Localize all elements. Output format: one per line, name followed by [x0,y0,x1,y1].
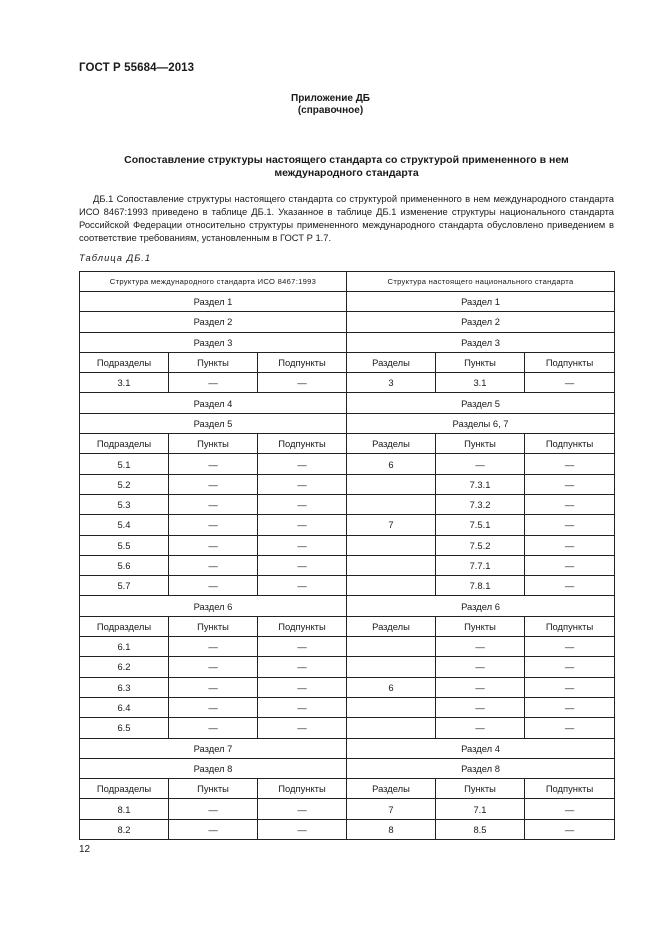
table-cell: — [258,697,347,717]
section-cell-left: Раздел 7 [80,738,347,758]
table-cell: — [436,454,525,474]
table-cell: Пункты [436,434,525,454]
table-cell: — [525,637,615,657]
table-cell: — [169,373,258,393]
table-cell: 7.5.2 [436,535,525,555]
table-cell: 8.2 [80,819,169,839]
table-row [80,555,615,575]
section-cell-left: Раздел 4 [80,393,347,413]
table-cell: — [258,535,347,555]
table-row [80,637,615,657]
table-cell: — [258,555,347,575]
table-cell: 3 [347,373,436,393]
table-cell: Подразделы [80,352,169,372]
table-cell: — [258,657,347,677]
section-title-line-2: международного стандарта [274,167,419,179]
table-cell: 5.6 [80,555,169,575]
table-row [80,576,615,596]
table-header-row [80,272,615,292]
table-cell: — [169,819,258,839]
section-cell-right: Раздел 4 [347,738,615,758]
table-cell: 6.4 [80,697,169,717]
table-cell: — [258,799,347,819]
section-cell-left: Раздел 8 [80,758,347,778]
table-cell: 6.5 [80,718,169,738]
table-cell: Подпункты [258,616,347,636]
table-cell: 6.1 [80,637,169,657]
table-row [80,352,615,372]
appendix-title: Приложение ДБ [291,93,370,104]
table-cell: 5.1 [80,454,169,474]
table-cell: 7.7.1 [436,555,525,575]
appendix-subtitle: (справочное) [297,105,364,116]
document-code: ГОСТ Р 55684—2013 [79,62,195,74]
table-cell: — [258,677,347,697]
table-cell: — [169,454,258,474]
table-section-row [80,332,615,352]
table-row [80,494,615,514]
table-section-row [80,292,615,312]
table-cell: Разделы [347,779,436,799]
table-cell: Разделы [347,434,436,454]
table-cell: — [169,576,258,596]
table-section-row [80,312,615,332]
section-cell-right: Раздел 2 [347,312,615,332]
table-cell: Пункты [436,352,525,372]
table-cell: Подпункты [525,434,615,454]
table-cell: Подразделы [80,434,169,454]
table-cell: — [169,535,258,555]
table-cell [347,657,436,677]
table-cell: Пункты [169,616,258,636]
table-cell: — [258,373,347,393]
table-cell: 5.5 [80,535,169,555]
table-cell: — [525,454,615,474]
table-cell: 7.3.1 [436,474,525,494]
table-row [80,779,615,799]
table-cell: — [525,576,615,596]
table-cell: — [436,677,525,697]
table-row [80,799,615,819]
table-cell: — [169,637,258,657]
table-cell [347,474,436,494]
section-cell-left: Раздел 2 [80,312,347,332]
table-cell: Разделы [347,352,436,372]
table-cell: 3.1 [80,373,169,393]
table-row [80,373,615,393]
table-cell [347,535,436,555]
section-title-line-1: Сопоставление структуры настоящего стандарта со структурой примененного в нем [124,154,569,166]
table-cell: — [169,697,258,717]
section-title [79,154,614,180]
table-cell: — [436,637,525,657]
section-cell-right: Разделы 6, 7 [347,413,615,433]
table-section-row [80,596,615,616]
table-cell: — [258,718,347,738]
table-cell [347,718,436,738]
table-cell: 6.2 [80,657,169,677]
table-section-row [80,413,615,433]
table-section-row [80,393,615,413]
table-cell: Подразделы [80,779,169,799]
table-cell: 6 [347,677,436,697]
table-cell: 6.3 [80,677,169,697]
table-cell: — [525,819,615,839]
table-cell: — [525,799,615,819]
table-cell: 7.8.1 [436,576,525,596]
section-cell-right: Раздел 8 [347,758,615,778]
table-cell: Пункты [169,779,258,799]
structure-comparison-table [79,271,615,840]
table-cell: — [169,718,258,738]
table-cell: — [258,819,347,839]
table-cell: Подпункты [258,352,347,372]
section-cell-left: Раздел 1 [80,292,347,312]
table-cell: — [258,474,347,494]
table-cell [347,576,436,596]
table-cell: 5.7 [80,576,169,596]
table-cell: — [525,494,615,514]
table-cell: — [169,494,258,514]
table-row [80,677,615,697]
section-cell-left: Раздел 6 [80,596,347,616]
table-cell: — [525,474,615,494]
table-row [80,454,615,474]
table-cell: Подпункты [258,779,347,799]
section-cell-right: Раздел 5 [347,393,615,413]
table-cell: — [169,474,258,494]
table-cell: 6 [347,454,436,474]
table-cell: — [258,515,347,535]
table-row [80,819,615,839]
section-cell-left: Раздел 5 [80,413,347,433]
table-row [80,657,615,677]
table-cell: — [258,637,347,657]
section-cell-right: Раздел 6 [347,596,615,616]
table-cell [347,555,436,575]
table-cell: — [525,677,615,697]
table-cell: — [169,555,258,575]
table-cell: 7.3.2 [436,494,525,514]
table-cell: — [525,535,615,555]
intro-paragraph: ДБ.1 Сопоставление структуры настоящего стандарта со структурой примененного в нем международного стандарта ИСО 8467:1993 приведено в таблице ДБ.1. Указанное в таблице ДБ.1 изменение структуры национального стандарта Российской Федерации относительно структуры примененного международного стандарта обусловлено приведением в соответствие требованиям, установленным в ГОСТ Р 1.7. [79,193,614,243]
table-row [80,515,615,535]
table-row [80,434,615,454]
table-cell: — [436,697,525,717]
table-cell: 7.5.1 [436,515,525,535]
section-cell-right: Раздел 3 [347,332,615,352]
table-cell: Подпункты [258,434,347,454]
table-cell: Пункты [169,352,258,372]
table-caption: Таблица ДБ.1 [79,252,152,263]
table-cell [347,697,436,717]
table-cell: Пункты [436,616,525,636]
table-cell [347,494,436,514]
table-body [80,292,615,840]
table-cell: — [525,718,615,738]
table-cell: — [258,494,347,514]
table-cell [347,637,436,657]
table-cell: — [169,799,258,819]
table-row [80,718,615,738]
table-row [80,616,615,636]
header-international-structure: Структура международного стандарта ИСО 8467:1993 [80,272,347,292]
table-cell: Подразделы [80,616,169,636]
table-cell: — [436,718,525,738]
table-section-row [80,758,615,778]
table-cell: Разделы [347,616,436,636]
table-cell: — [525,555,615,575]
table-cell: 8 [347,819,436,839]
table-cell: 7 [347,515,436,535]
table-cell: 5.2 [80,474,169,494]
page-number: 12 [79,844,91,855]
table-cell: 7.1 [436,799,525,819]
table-cell: — [169,657,258,677]
section-cell-right: Раздел 1 [347,292,615,312]
table-cell: — [436,657,525,677]
table-cell: — [525,697,615,717]
table-cell: 5.4 [80,515,169,535]
table-cell: Подпункты [525,779,615,799]
table-cell: 7 [347,799,436,819]
table-section-row [80,738,615,758]
table-row [80,474,615,494]
table-cell: — [525,373,615,393]
table-cell: — [258,576,347,596]
table-cell: Подпункты [525,616,615,636]
table-cell: Пункты [169,434,258,454]
table-cell: Пункты [436,779,525,799]
table-row [80,697,615,717]
table-row [80,535,615,555]
section-cell-left: Раздел 3 [80,332,347,352]
table-cell: Подпункты [525,352,615,372]
table-cell: — [525,657,615,677]
table-cell: 8.1 [80,799,169,819]
table-cell: 3.1 [436,373,525,393]
table-cell: 8.5 [436,819,525,839]
header-national-structure: Структура настоящего национального стандарта [347,272,615,292]
table-cell: 5.3 [80,494,169,514]
table-cell: — [169,677,258,697]
table-cell: — [258,454,347,474]
table-cell: — [169,515,258,535]
table-cell: — [525,515,615,535]
